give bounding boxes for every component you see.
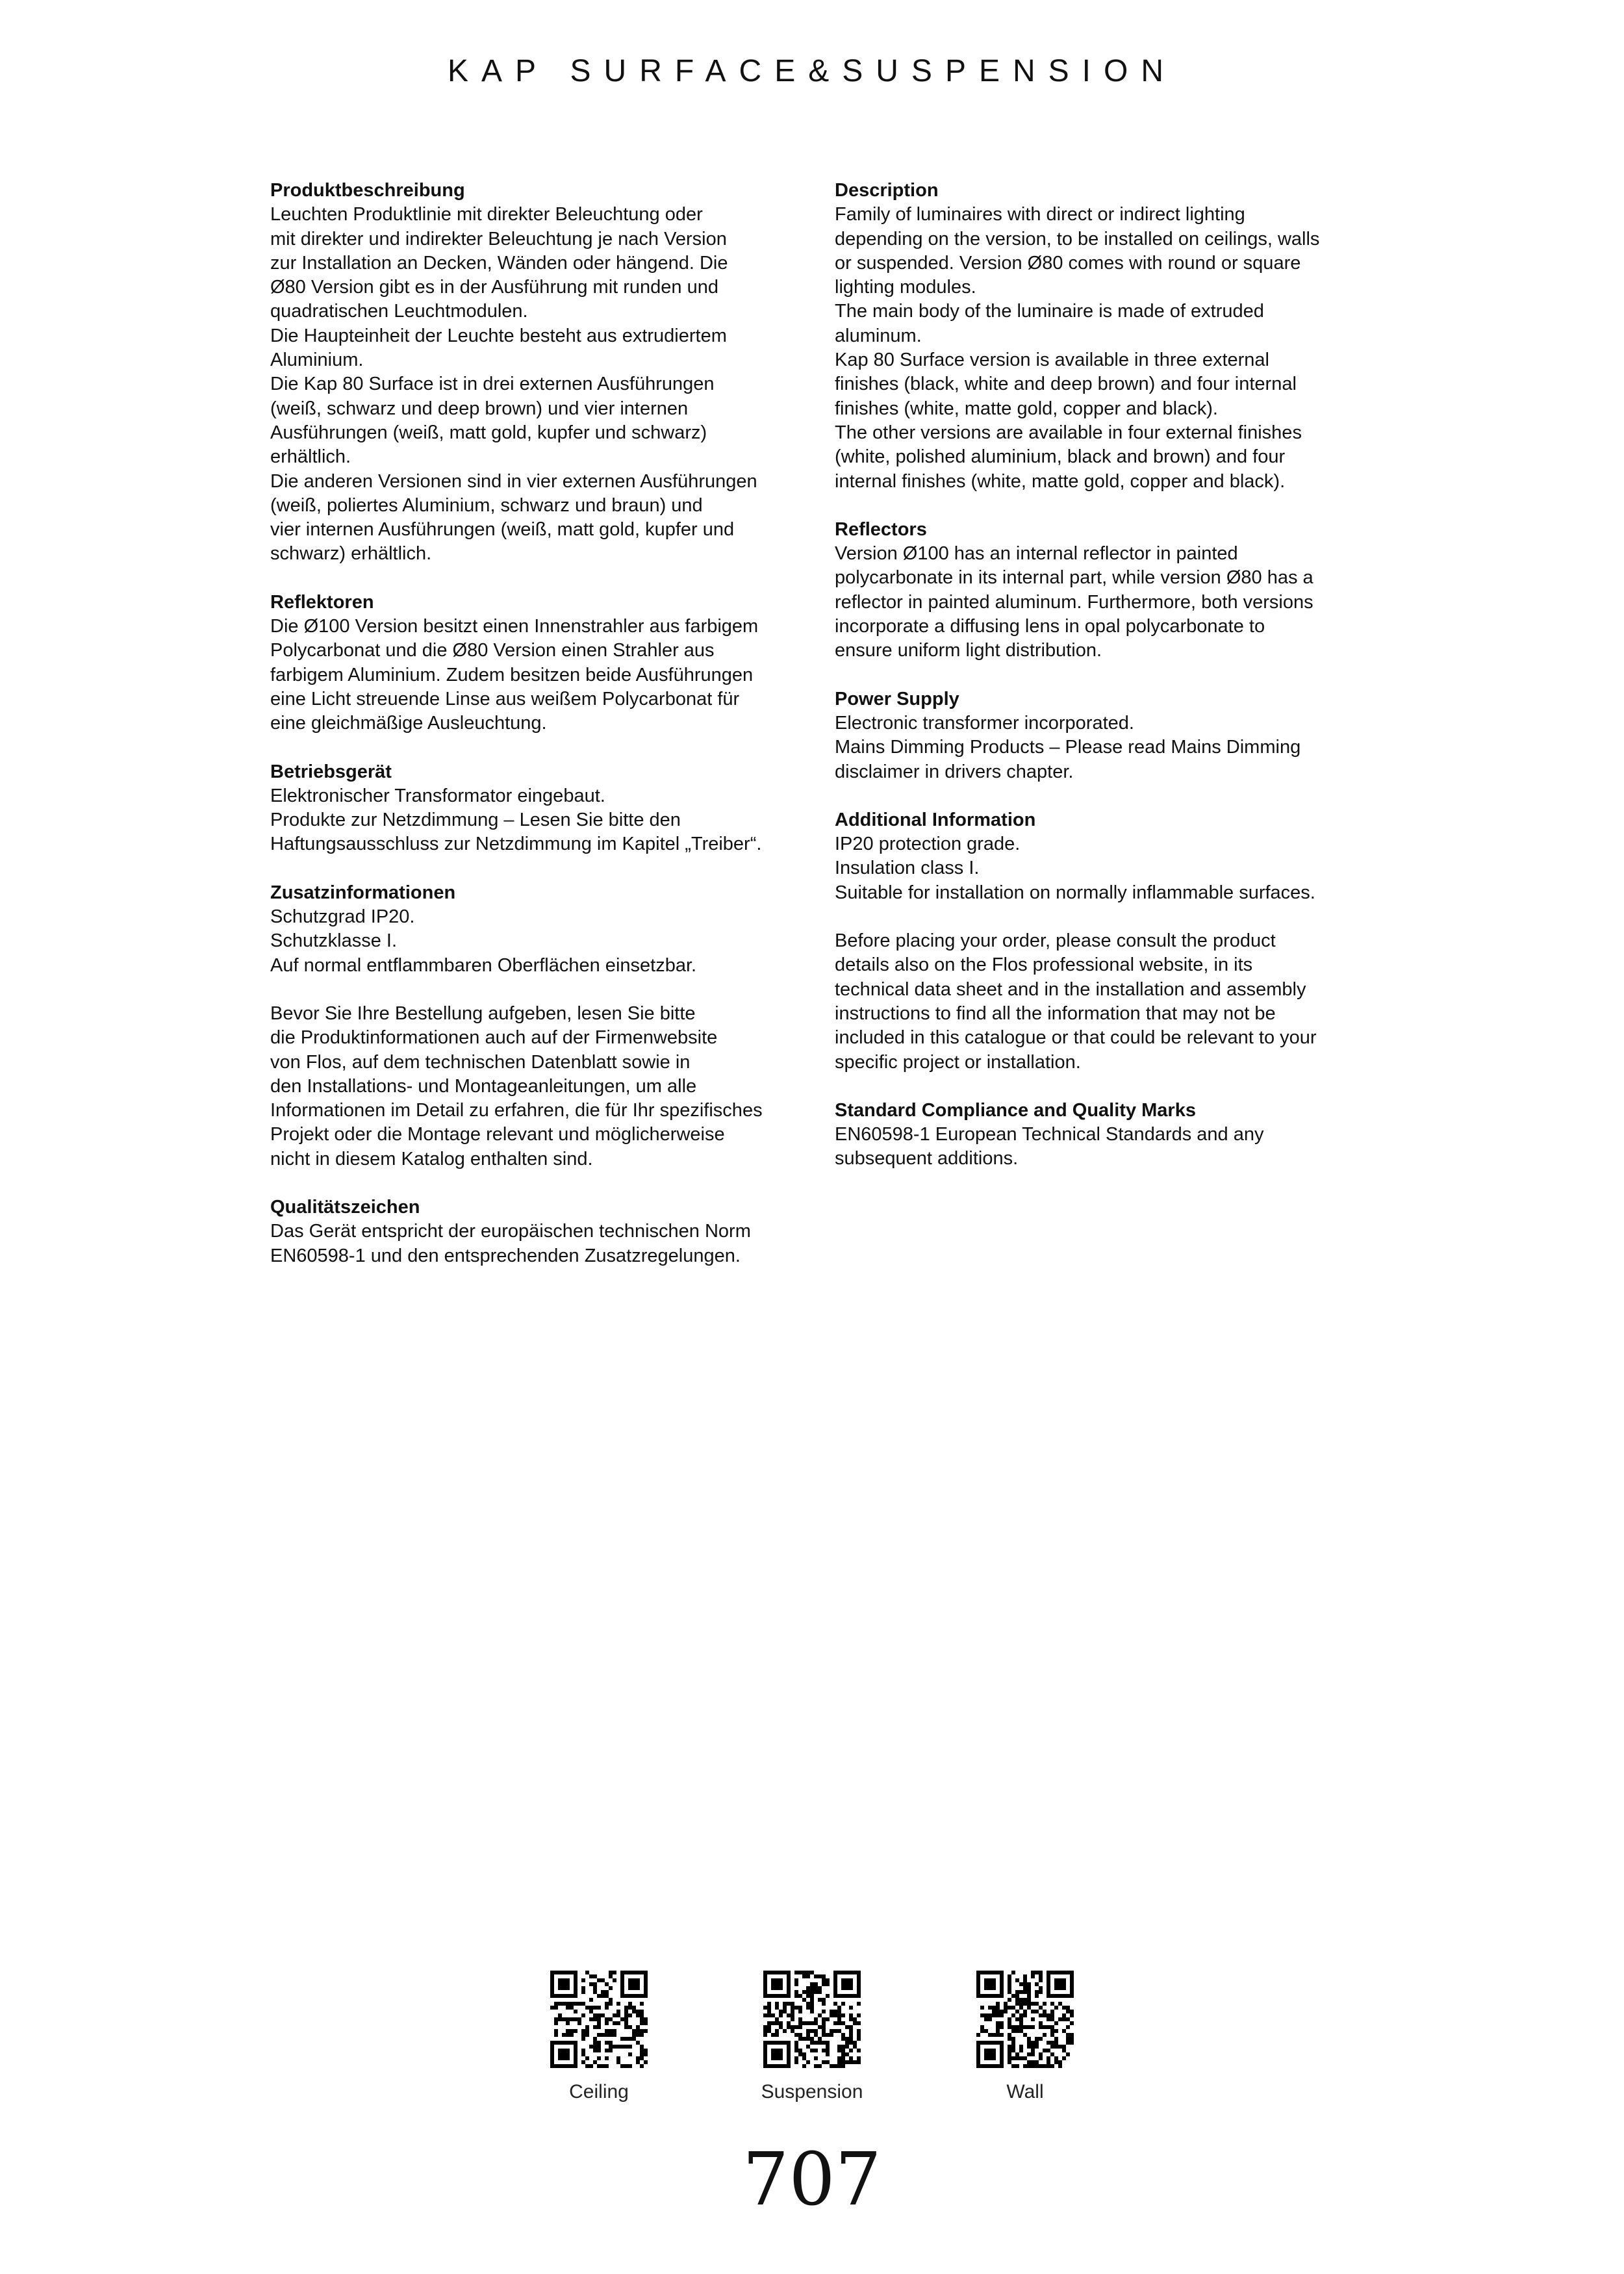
page-number: 707: [742, 2138, 882, 2222]
english-section-additional-info: [835, 808, 1380, 905]
qr-code-icon[interactable]: [550, 1971, 648, 2068]
section-heading: Qualitätszeichen: [270, 1196, 420, 1218]
english-section-order-notice: [835, 929, 1380, 1075]
section-heading: Additional Information: [835, 809, 1036, 830]
section-body: Leuchten Produktlinie mit direkter Beleuchtung oder mit direkter und indirekter Beleuchtung je nach Version zur Installation an Decken, Wänden oder hängend. Die Ø80 Version gibt es in der Ausführung mit runden und quadratischen Leuchtmodulen. Die Haupteinheit der Leuchte besteht aus extrudiertem Aluminium. Die Kap 80 Surface ist in drei externen Ausführungen (weiß, schwarz und deep brown) und vier internen Ausführungen (weiß, matt gold, kupfer und schwarz) erhältlich. Die anderen Versionen sind in vier externen Ausführungen (weiß, poliertes Aluminium, schwarz und braun) und vier internen Ausführungen (weiß, matt gold, kupfer und schwarz) erhältlich.: [270, 204, 757, 565]
german-section-product-description: [270, 179, 816, 567]
english-column: [835, 179, 1380, 1195]
section-body: Bevor Sie Ihre Bestellung aufgeben, lesen Sie bitte die Produktinformationen auch auf der Firmenwebsite von Flos, auf dem technischen Datenblatt sowie in den Installations- und Montageanleitungen, um alle Informationen im Detail zu erfahren, die für Ihr spezifisches Projekt oder die Montage relevant und möglicherweise nicht in diesem Katalog enthalten sind.: [270, 1003, 763, 1169]
section-body: Elektronischer Transformator eingebaut. Produkte zur Netzdimmung – Lesen Sie bitte den Haftungsausschluss zur Netzdimmung im Kapitel „Treiber“.: [270, 785, 762, 855]
german-section-reflectors: [270, 591, 816, 736]
qr-label-ceiling: Ceiling: [569, 2081, 629, 2102]
english-section-quality-marks: [835, 1099, 1380, 1171]
section-heading: Produktbeschreibung: [270, 180, 465, 201]
section-heading: Standard Compliance and Quality Marks: [835, 1099, 1196, 1121]
section-body: Version Ø100 has an internal reflector in painted polycarbonate in its internal part, while version Ø80 has a reflector in painted aluminum. Furthermore, both versions incorporate a diffusing lens in opal polycarbonate to ensure uniform light distribution.: [835, 543, 1313, 661]
section-body: Family of luminaires with direct or indirect lighting depending on the version, to be installed on ceilings, walls or suspended. Version Ø80 comes with round or square lighting modules. The main body of the luminaire is made of extruded aluminum. Kap 80 Surface version is available in three external finishes (black, white and deep brown) and four internal finishes (white, matte gold, copper and black). The other versions are available in four external finishes (white, polished aluminium, black and brown) and four internal finishes (white, matte gold, copper and black).: [835, 204, 1320, 492]
section-heading: Reflectors: [835, 518, 927, 540]
section-body: Electronic transformer incorporated. Mains Dimming Products – Please read Mains Dimming disclaimer in drivers chapter.: [835, 712, 1301, 782]
qr-ceiling[interactable]: [518, 1971, 680, 2103]
section-heading: Description: [835, 180, 939, 201]
section-body: Die Ø100 Version besitzt einen Innenstrahler aus farbigem Polycarbonat und die Ø80 Version einen Strahler aus farbigem Aluminium. Zudem besitzen beide Ausführungen eine Licht streuende Linse aus weißem Polycarbonat für eine gleichmäßige Ausleuchtung.: [270, 616, 759, 734]
section-body: Schutzgrad IP20. Schutzklasse I. Auf normal entflammbaren Oberflächen einsetzbar.: [270, 906, 697, 976]
section-body: Das Gerät entspricht der europäischen technischen Norm EN60598-1 und den entsprechenden Zusatzregelungen.: [270, 1221, 751, 1266]
section-heading: Betriebsgerät: [270, 761, 392, 782]
qr-wall[interactable]: [944, 1971, 1106, 2103]
section-body: Before placing your order, please consult the product details also on the Flos professional website, in its technical data sheet and in the installation and assembly instructions to find all the information that may not be included in this catalogue or that could be relevant to your specific project or installation.: [835, 930, 1317, 1073]
section-heading: Reflektoren: [270, 591, 374, 613]
qr-code-icon[interactable]: [763, 1971, 861, 2068]
german-section-quality-marks: [270, 1195, 816, 1268]
german-section-order-notice: [270, 1002, 816, 1171]
qr-label-suspension: Suspension: [761, 2081, 863, 2102]
english-section-power-supply: [835, 687, 1380, 784]
german-section-power-supply: [270, 760, 816, 857]
section-heading: Zusatzinformationen: [270, 882, 456, 903]
qr-code-icon[interactable]: [976, 1971, 1074, 2068]
qr-label-wall: Wall: [1006, 2081, 1044, 2102]
page-header-title: KAP SURFACE&SUSPENSION: [448, 54, 1176, 88]
german-section-additional-info: [270, 881, 816, 978]
section-heading: Power Supply: [835, 688, 959, 709]
german-column: [270, 179, 816, 1292]
english-section-description: [835, 179, 1380, 494]
section-body: EN60598-1 European Technical Standards and any subsequent additions.: [835, 1124, 1264, 1169]
section-body: IP20 protection grade. Insulation class I. Suitable for installation on normally inflammable surfaces.: [835, 834, 1315, 903]
english-section-reflectors: [835, 518, 1380, 663]
qr-suspension[interactable]: [731, 1971, 893, 2103]
